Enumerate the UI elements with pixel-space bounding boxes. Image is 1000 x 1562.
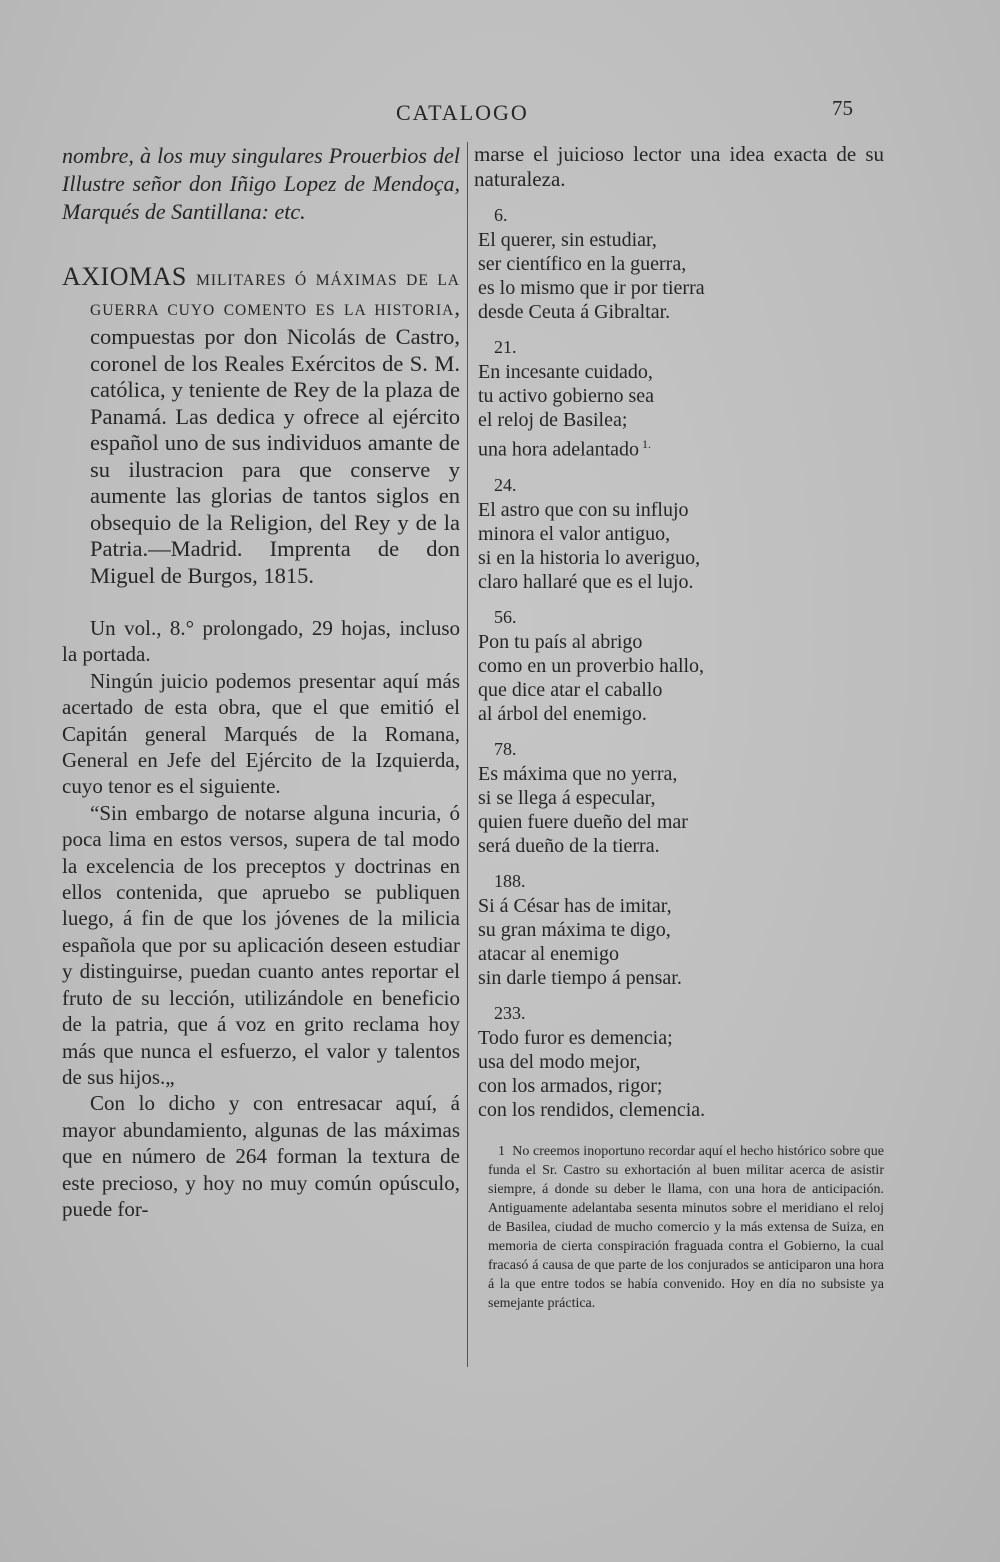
maxim-block bbox=[474, 1000, 884, 1122]
footnote bbox=[474, 1142, 884, 1313]
entry-title-rest: , compuestas por don Nicolás de Castro, coronel de los Reales Exércitos de S. M. católica, y teniente de Rey de la plaza de Panamá. Las dedica y ofrece al ejército español uno de sus individuos amante de su ilustracion para que conserve y aumente las glorias de tantos siglos en obsequio de la Religion, del Rey y de la Patria.—Madrid. Imprenta de don Miguel de Burgos, 1815. bbox=[90, 294, 460, 588]
maxim-number: 21. bbox=[494, 337, 517, 357]
maxim-line: como en un proverbio hallo, bbox=[478, 654, 705, 677]
maxim-block bbox=[474, 868, 884, 990]
maxim-line: usa del modo mejor, bbox=[478, 1050, 641, 1073]
maxim-line: Todo furor es demencia; bbox=[478, 1026, 673, 1049]
maxim-line: desde Ceuta á Gibraltar. bbox=[478, 301, 671, 323]
maxim-line: que dice atar el caballo bbox=[478, 678, 663, 701]
maxim-line: es lo mismo que ir por tierra bbox=[478, 277, 705, 299]
footnote-reference: 1. bbox=[639, 437, 652, 451]
maxim-line: al árbol del enemigo. bbox=[478, 702, 647, 725]
maxim-number: 78. bbox=[494, 738, 517, 759]
maxim-block bbox=[474, 334, 884, 462]
page-number: 75 bbox=[832, 96, 853, 120]
entry-title-caps: MILITARES Ó MÁXIMAS DE LA GUERRA CUYO COMENTO ES LA HISTORIA bbox=[90, 272, 460, 319]
maxim-number: 56. bbox=[494, 606, 517, 627]
maxim-block bbox=[474, 202, 884, 324]
continuation-text: marse el juicioso lector una idea exacta de su naturaleza. bbox=[474, 142, 884, 191]
right-column bbox=[474, 142, 884, 1327]
intro-text: nombre, à los muy singulares Prouerbios del Illustre señor don Iñigo Lopez de Mendoça, Marqués de Santillana: etc. bbox=[62, 143, 460, 224]
maxim-number: 6. bbox=[494, 205, 508, 225]
maxim-line: será dueño de la tierra. bbox=[478, 834, 660, 857]
catalog-entry bbox=[62, 264, 460, 589]
footnote-marker: 1 bbox=[498, 1143, 505, 1159]
body-paragraph: Con lo dicho y con entresacar aquí, á mayor abundamiento, algunas de las máximas que en número de 264 forman la textura de este precioso, y hoy no muy común opúsculo, puede for- bbox=[62, 1091, 460, 1221]
maxim-line: una hora adelantado $^{1.}$ bbox=[478, 437, 652, 461]
maxim-line: Si á César has de imitar, bbox=[478, 894, 672, 917]
maxim-block bbox=[474, 472, 884, 594]
maxim-line: tu activo gobierno sea bbox=[478, 385, 655, 407]
maxim-line: si se llega á especular, bbox=[478, 786, 656, 809]
running-header: CATALOGO bbox=[396, 100, 529, 125]
maxim-block bbox=[474, 604, 884, 726]
maxim-line: Es máxima que no yerra, bbox=[478, 762, 678, 785]
maxim-line: si en la historia lo averiguo, bbox=[478, 546, 701, 569]
maxim-line: El querer, sin estudiar, bbox=[478, 229, 657, 251]
maxim-number: 24. bbox=[494, 474, 517, 495]
maxim-line: con los rendidos, clemencia. bbox=[478, 1098, 706, 1121]
body-paragraph: Ningún juicio podemos presentar aquí más acertado de esta obra, que el que emitió el Capitán general Marqués de la Romana, General en Jefe del Ejército de la Izquierda, cuyo tenor es el siguiente. bbox=[62, 668, 460, 799]
maxim-line: quien fuere dueño del mar bbox=[478, 810, 688, 833]
maxim-line: minora el valor antiguo, bbox=[478, 522, 671, 545]
maxim-line: su gran máxima te digo, bbox=[478, 918, 671, 941]
maxim-number: 233. bbox=[494, 1002, 526, 1023]
maxim-number: 188. bbox=[494, 870, 526, 891]
maxim-line: El astro que con su influjo bbox=[478, 498, 689, 521]
quote-paragraph: “Sin embargo de notarse alguna incuria, ó poca lima en estos versos, supera de tal modo la excelencia de los preceptos y doctrinas en ellos contenida, que apruebo se publiquen luego, á fin de que los jóvenes de la milicia española que por su aplicación deseen estudiar y distinguirse, puedan cuanto antes reportar el fruto de su lección, utilizándole en beneficio de la patria, que á voz en grito reclama hoy más que nunca el esfuerzo, el valor y talentos de sus hijos.„ bbox=[62, 800, 460, 1089]
maxim-line: el reloj de Basilea; bbox=[478, 409, 628, 431]
maxim-line: En incesante cuidado, bbox=[478, 361, 653, 383]
maxim-line: Pon tu país al abrigo bbox=[478, 630, 643, 653]
maxim-block bbox=[474, 736, 884, 858]
maxim-line: claro hallaré que es el lujo. bbox=[478, 570, 694, 593]
entry-headword: AXIOMAS bbox=[62, 262, 187, 291]
footnote-text: No creemos inoportuno recordar aquí el hecho histórico sobre que funda el Sr. Castro su exhortación al buen militar acerca de asistir siempre, á donde su deber le llama, con una hora de anticipación. Antiguamente adelantaba sesenta minutos sobre el meridiano el reloj de Basilea, ciudad de mucho comercio y la más extensa de Suiza, en memoria de cierta conspiración fraguada contra el Gobierno, la cual fracasó á causa de que parte de los conjurados se anticiparon una hora á la que entre todos se había convenido. Hoy en día no subsiste ya semejante práctica. bbox=[488, 1143, 884, 1311]
maxim-line: atacar al enemigo bbox=[478, 942, 620, 965]
column-divider bbox=[467, 142, 468, 1367]
maxim-line: ser científico en la guerra, bbox=[478, 253, 687, 275]
left-column bbox=[62, 142, 460, 1222]
maxims-list bbox=[474, 202, 884, 1122]
maxim-line: sin darle tiempo á pensar. bbox=[478, 966, 682, 989]
maxim-line: con los armados, rigor; bbox=[478, 1074, 663, 1097]
description-paragraph: Un vol., 8.° prolongado, 29 hojas, incluso la portada. bbox=[62, 616, 460, 667]
